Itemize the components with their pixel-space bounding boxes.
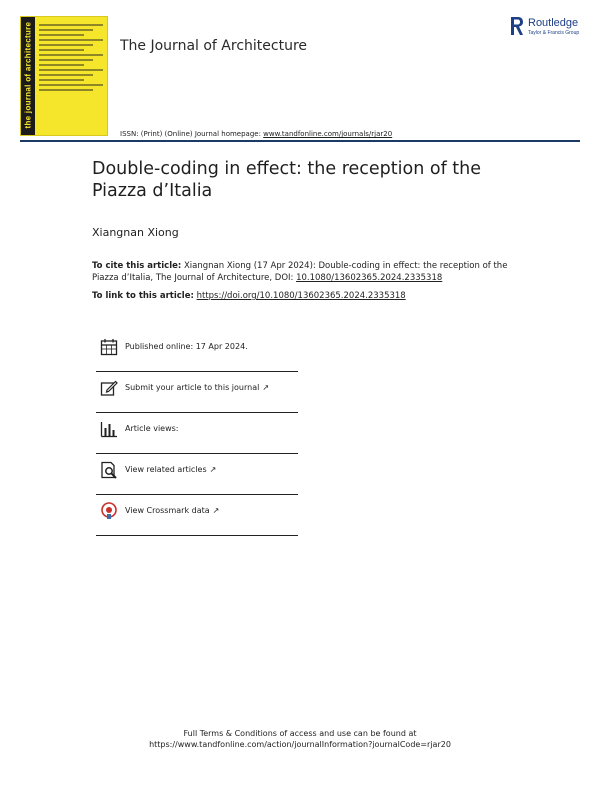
edit-icon [100, 379, 118, 397]
article-title: Double-coding in effect: the reception of the Piazza d’Italia [92, 159, 482, 201]
info-row-views [96, 412, 298, 454]
publisher-name: Routledge [528, 17, 579, 29]
publisher-tagline: Taylor & Francis Group [528, 30, 580, 36]
external-link-icon: ↗ [262, 383, 270, 392]
related-articles-icon [100, 461, 118, 479]
footer-terms-text: Full Terms & Conditions of access and use can be found at [183, 729, 417, 738]
header-divider [20, 140, 580, 142]
issn-text: ISSN: (Print) (Online) Journal homepage: [120, 130, 264, 138]
link-label: To link to this article: [92, 291, 194, 301]
calendar-icon [100, 338, 118, 356]
doi-link[interactable]: 10.1080/13602365.2024.2335318 [296, 273, 443, 283]
article-author: Xiangnan Xiong [92, 226, 179, 239]
article-doi-url[interactable]: https://doi.org/10.1080/13602365.2024.2335318 [196, 291, 406, 301]
cite-text: Xiangnan Xiong (17 Apr 2024): Double-coding in effect: the reception of the Piazza d’Italia, The Journal of Architecture, DOI: [92, 261, 508, 283]
external-link-icon: ↗ [209, 465, 217, 474]
submit-article-label[interactable]: Submit your article to this journal [125, 383, 260, 392]
publisher-logo[interactable] [510, 16, 588, 40]
info-row-submit[interactable] [96, 371, 298, 413]
published-online-label: Published online: 17 Apr 2024. [125, 342, 248, 351]
info-row-related[interactable] [96, 453, 298, 495]
footer-terms-url[interactable]: https://www.tandfonline.com/action/journalInformation?journalCode=rjar20 [149, 740, 451, 749]
article-views-label: Article views: [125, 424, 179, 433]
external-link-icon: ↗ [212, 506, 220, 515]
cite-label: To cite this article: [92, 261, 182, 271]
issn-line [120, 130, 392, 138]
cover-spine [21, 17, 35, 135]
routledge-logo-icon [510, 16, 524, 36]
crossmark-label[interactable]: View Crossmark data [125, 506, 210, 515]
bar-chart-icon [100, 420, 118, 438]
journal-title: The Journal of Architecture [120, 38, 308, 54]
crossmark-icon [100, 502, 118, 520]
journal-cover-image [20, 16, 108, 136]
cover-spine-text: the journal of architecture [23, 21, 33, 129]
citation-block [92, 260, 532, 284]
related-articles-label[interactable]: View related articles [125, 465, 207, 474]
journal-homepage-link[interactable]: www.tandfonline.com/journals/rjar20 [263, 130, 393, 138]
footer-terms [0, 728, 600, 750]
info-row-crossmark[interactable] [96, 494, 298, 536]
info-row-published [96, 330, 298, 372]
cover-contents-lines [39, 21, 103, 94]
article-link-block [92, 291, 532, 301]
